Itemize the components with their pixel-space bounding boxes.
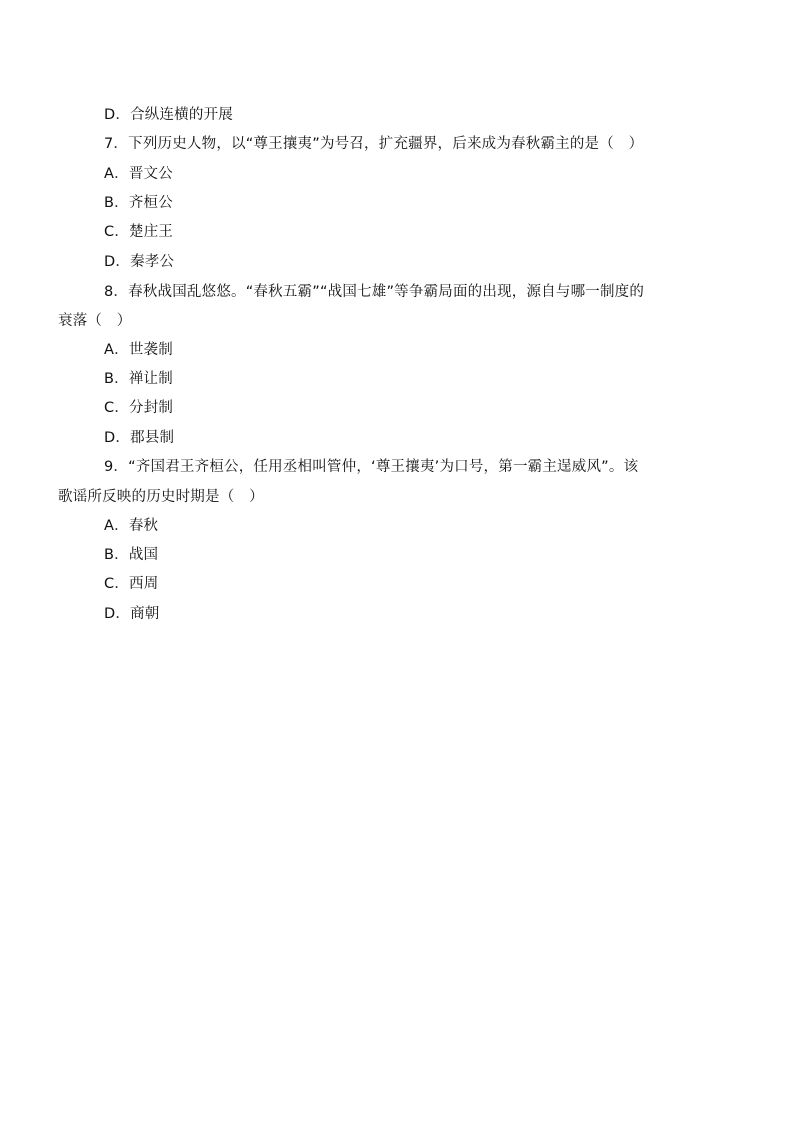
q7-option-d: D．秦孝公 [104,254,175,270]
q9-stem-continuation: 歌谣所反映的历史时期是（ ） [58,489,264,505]
q8-option-d: D．郡县制 [104,430,175,446]
q6-option-d: D．合纵连横的开展 [104,107,233,123]
q9-option-a: A．春秋 [104,518,159,534]
q8-option-b: B．禅让制 [104,371,173,387]
q8-option-a: A．世袭制 [104,342,173,358]
q7-stem: 7．下列历史人物，以“尊王攘夷”为号召，扩充疆界，后来成为春秋霸主的是（ ） [104,136,644,152]
q8-stem: 8．春秋战国乱悠悠。“春秋五霸”“战国七雄”等争霸局面的出现，源自与哪一制度的 [104,284,645,300]
q7-option-b: B．齐桓公 [104,195,173,211]
q9-stem: 9．“齐国君王齐桓公，任用丞相叫管仲，‘尊王攘夷’为口号，第一霸主逞威风”。该 [104,459,639,475]
q7-option-a: A．晋文公 [104,166,173,182]
q7-option-c: C．楚庄王 [104,224,174,240]
q9-option-c: C．西周 [104,576,159,592]
q9-option-d: D．商朝 [104,606,160,622]
q8-stem-continuation: 衰落（ ） [58,313,132,329]
q9-option-b: B．战国 [104,547,159,563]
q8-option-c: C．分封制 [104,400,174,416]
